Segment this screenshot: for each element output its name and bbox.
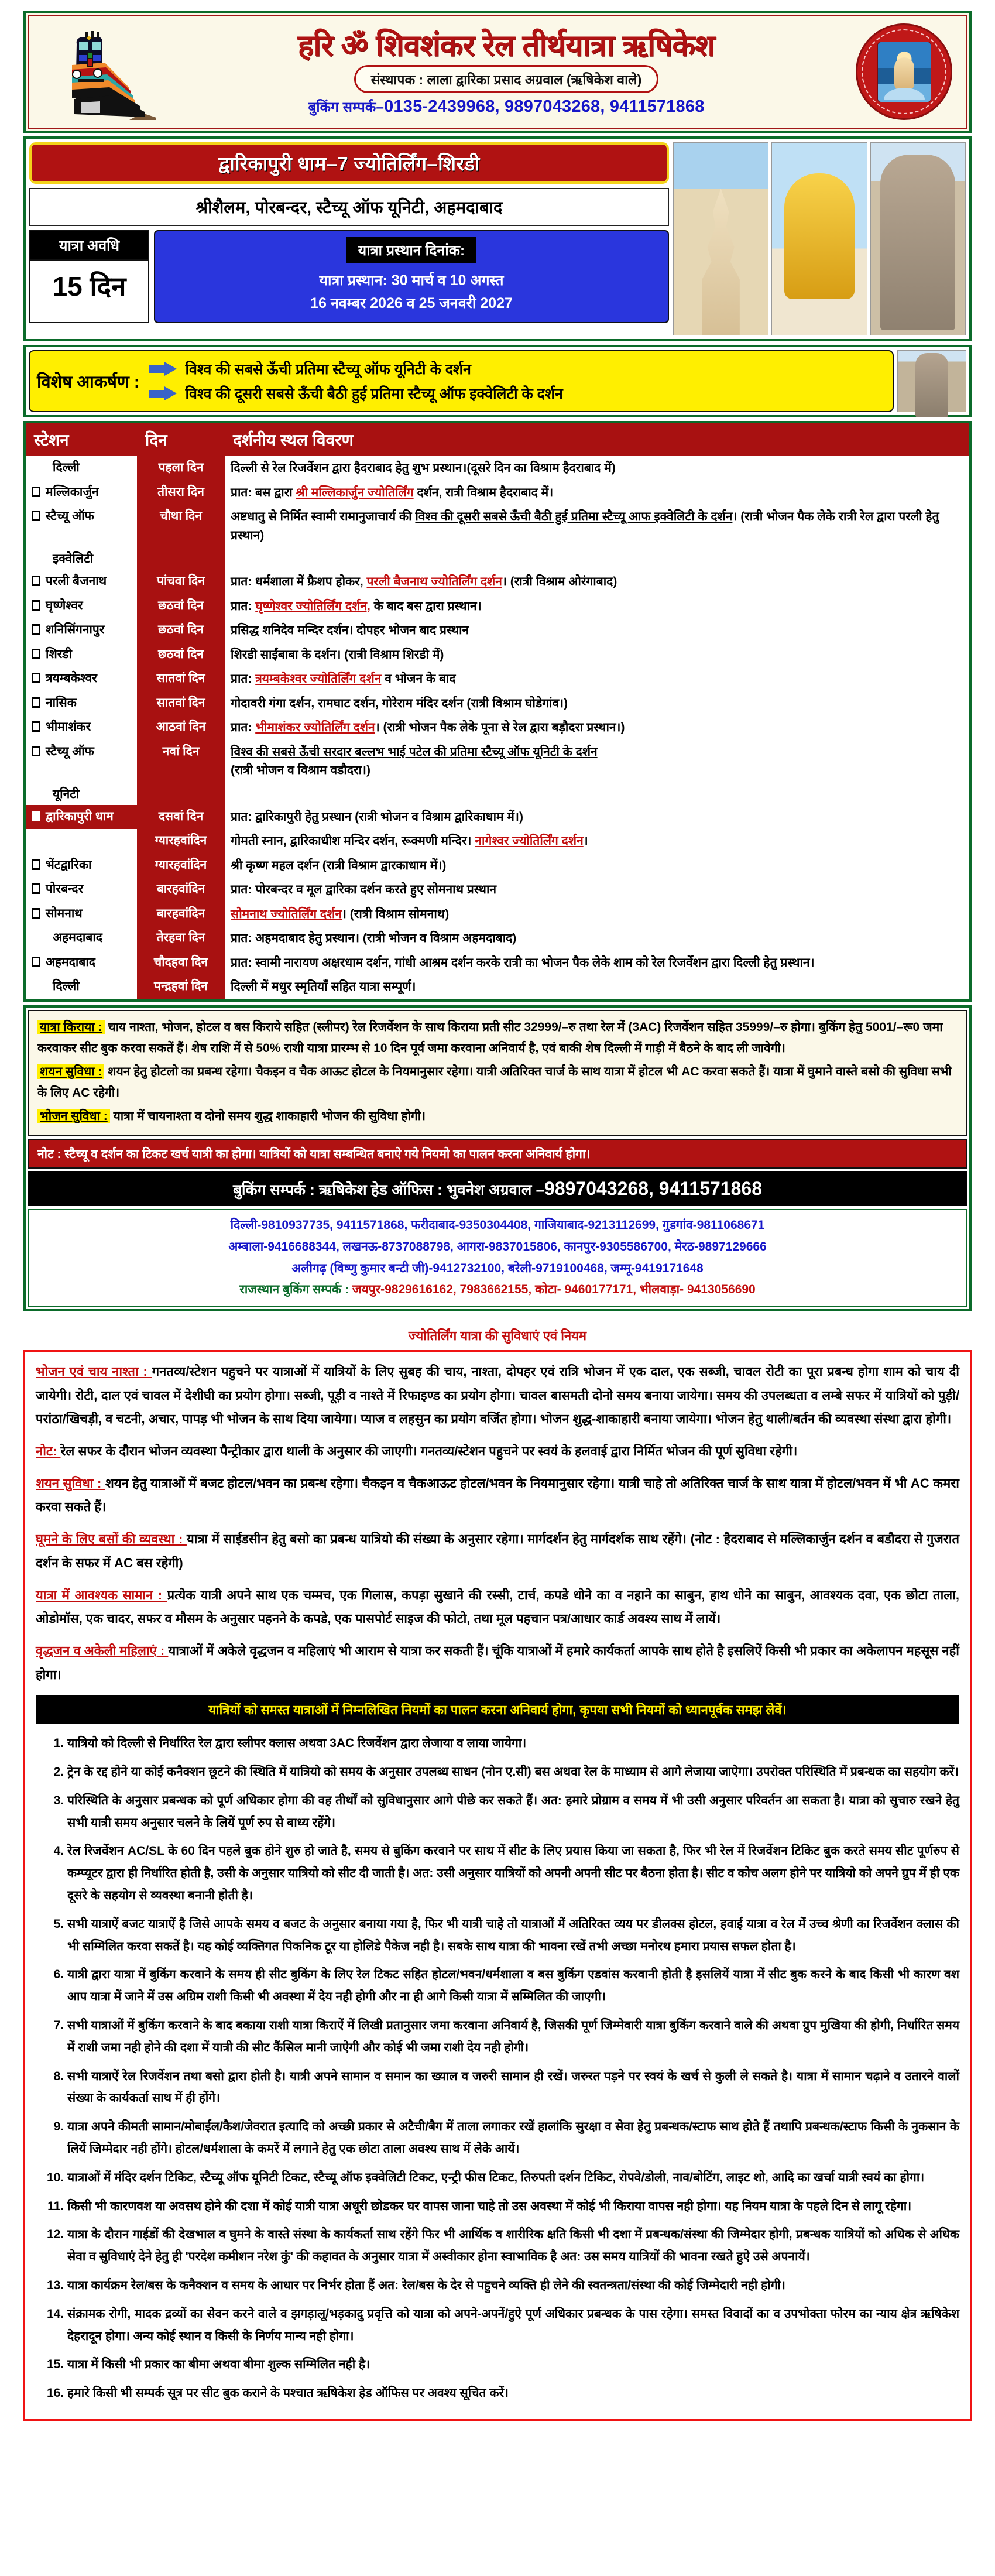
itinerary-station-cell[interactable] — [26, 667, 137, 691]
itinerary-station-cell — [26, 829, 137, 854]
itinerary-description-cell — [225, 667, 969, 691]
head-office-bar — [28, 1171, 967, 1206]
highlight-text: भीमाशंकर ज्योतिर्लिंग दर्शन — [255, 721, 375, 734]
shiva-seal-icon — [850, 23, 958, 120]
duration-box — [29, 230, 149, 323]
sleeping-paragraph — [37, 1061, 958, 1104]
table-row — [26, 902, 969, 927]
checkbox-icon[interactable] — [32, 697, 40, 708]
itinerary-station-label: भीमाशंकर — [46, 720, 91, 734]
itinerary-description-cell — [225, 783, 969, 805]
checkbox-icon[interactable] — [32, 576, 40, 586]
booking-contact-numbers[interactable]: 0135-2439968, 9897043268, 9411571868 — [384, 97, 705, 117]
itinerary-day-cell: नवां दिन — [137, 740, 225, 783]
itinerary-day-cell: पांचवा दिन — [137, 570, 225, 594]
rule-text: गनतव्य/स्टेशन पहुचने पर यात्राओं में यात्रियों के लिए सुबह की चाय, नाश्ता, दोपहर एवं रात्रि भोजन में एक दाल, एक सब्जी, चावल रोटी का पूरा प्रबन्ध होगा शाम को चाय दी जायेगी। रोटी, दाल एवं चावल में देशीघी का प्रयोग होगा। सब्जी, पूड़ी व नाश्ते में रिफाइण्ड का प्रयोग होगा। चावल बासमती दोनो समय बनाया जायेगा। समय की उपलब्धता व लम्बे सफर में यात्रियों को पुड़ी/परांठा/खिचड़ी, व चटनी, अचार, पापड़ भी भोजन के साथ दिया जायेगा। प्याज व लहसुन का प्रयोग वर्जित होगा। भोजन शुद्ध-शाकाहारी बनाया जायेगा। भोजन हेतु थाली/बर्तन की व्यवस्था संस्था द्वारा होगी। — [36, 1364, 959, 1427]
list-item: 9. यात्रा अपने कीमती सामान/मोबाईल/कैश/जेवरात इत्यादि को अच्छी प्रकार से अटैची/बैग में ताला लगाकर रखें हालांकि सुरक्षा व सेवा हेतु प्रबन्धक/स्टाफ साथ होते हैं तथापि प्रबन्धक/स्टाफ किसी के नुकसान के लियें जिम्मेदार नही होंगे। होटल/धर्मशाला के कमरें में लगाने हेतु एक छोटा ताला अवश्य साथ में लेके आयें। — [67, 2116, 959, 2160]
rule-text: यात्रा में साईडसीन हेतु बसो का प्रबन्ध यात्रियो की संख्या के अनुसार रहेगा। मार्गदर्शन हेतु मार्गदर्शक साथ रहेंगे। (नोट : हैदराबाद से मल्लिकार्जुन दर्शन व बडौदरा से गुजरात दर्शन के सफर में AC बस रहेगी) — [36, 1532, 959, 1570]
contacts-line-4[interactable] — [36, 1279, 959, 1301]
itinerary-day-cell: तीसरा दिन — [137, 481, 225, 505]
tour-summary-section — [23, 136, 972, 341]
list-item: 8. सभी यात्राऐं रेल रिजर्वेशन तथा बसो द्वारा होती है। यात्री अपने सामान व समान का ख्याल व जरुरी सामान ही रखें। जरुरत पड़ने पर स्वयं के खर्च से कुली ले सकते है। यात्रा में सामान चढ़ाने व उतारने वालों संख्या के कार्यकर्ता साथ में ही होंगे। — [67, 2065, 959, 2110]
rule-heading: नोट: — [36, 1444, 61, 1459]
itinerary-description-cell — [225, 854, 969, 878]
highlight-text: नागेश्वर ज्योतिर्लिंग दर्शन — [475, 834, 584, 848]
itinerary-description-cell — [225, 951, 969, 975]
highlight-text: त्रयम्बकेश्वर ज्योतिर्लिंग दर्शन — [255, 672, 382, 686]
fare-label: यात्रा किराया : — [37, 1020, 105, 1034]
rules-banner: यात्रियों को समस्त यात्राओं में निम्नलिखित नियमों का पालन करना अनिवार्य होगा, कृपया सभी नियमों को ध्यानपूर्वक समझ लेवें। — [36, 1695, 959, 1724]
attraction-item — [149, 357, 886, 381]
arrow-right-icon — [149, 362, 177, 376]
itinerary-description-cell — [225, 715, 969, 740]
plain-text: अष्टधातु से निर्मित स्वामी रामानुजाचार्य की — [231, 510, 416, 523]
itinerary-description-cell — [225, 878, 969, 902]
header-booking-line — [166, 97, 846, 117]
rules-box — [23, 1350, 972, 2421]
statue-of-equality-photo — [771, 142, 867, 335]
list-item: 12. यात्रा के दौरान गाईडों की देखभाल व घुमने के वास्ते संस्था के कार्यकर्ता साथ रहेंगे फिर भी आर्थिक व शारीरिक क्षति किसी भी दशा में प्रबन्धक/संस्था की जिम्मेदार होगी, प्रबन्धक यात्रियों को अधिक से अधिक सेवा व सुविधाएं देने हेतु ही 'परदेश कमीशन नरेश कुं' की कहावत के अनुसार यात्रा में अस्वीकार होना स्वाभाविक है अत: उस समय यात्रियों की भावना रखते हुऐ उसे अपनायें। — [67, 2224, 959, 2268]
tour-title-band — [29, 142, 669, 184]
fare-paragraph — [37, 1017, 958, 1059]
itinerary-station-label: सोमनाथ — [46, 906, 83, 920]
itinerary-station-cell[interactable] — [26, 481, 137, 505]
itinerary-station-label: नासिक — [46, 696, 77, 710]
table-row — [26, 643, 969, 667]
itinerary-description-cell — [225, 570, 969, 594]
plain-text: । — [583, 834, 588, 848]
underline-text: विश्व की सबसे ऊँची सरदार बल्लभ भाई पटेल की प्रतिमा स्टैच्यू ऑफ यूनिटी के दर्शन — [231, 745, 598, 759]
rule-heading: वृद्धजन व अकेली महिलाएं : — [36, 1643, 169, 1658]
plain-text: प्रात: — [231, 672, 256, 686]
highlight-text: श्री मल्लिकार्जुन ज्योतिर्लिंग — [296, 485, 414, 499]
table-row — [26, 854, 969, 878]
highlight-text: सोमनाथ ज्योतिर्लिंग दर्शन — [231, 907, 342, 921]
checkbox-icon[interactable] — [32, 883, 40, 894]
itinerary-station-cell[interactable] — [26, 805, 137, 830]
plain-text: । (रात्री विश्राम ओरंगाबाद) — [502, 575, 617, 588]
itinerary-station-cell[interactable] — [26, 505, 137, 547]
head-office-numbers[interactable]: 9897043268, 9411571868 — [544, 1178, 762, 1200]
itinerary-day-cell: सातवां दिन — [137, 691, 225, 716]
itinerary-day-cell: ग्यारहवांदिन — [137, 829, 225, 854]
sleeping-text: शयन हेतु होटलो का प्रबन्ध रहेगा। चैकइन व चैक आऊट होटल के नियमानुसार रहेगा। यात्री अतिरिक्त चार्ज के साथ यात्रा में होटल भी AC करवा सकते हैं। यात्रा में घुमाने वास्ते बसो की सुविधा सभी के लिए AC रहेगी। — [37, 1064, 952, 1099]
plain-text: प्रात: पोरबन्दर व मूल द्वारिका दर्शन करते हुए सोमनाथ प्रस्थान — [231, 883, 497, 896]
itinerary-station-cell[interactable] — [26, 951, 137, 975]
table-row — [26, 547, 969, 570]
plain-text: । (रात्री भोजन पैक लेके पूना से रेल द्वारा बड़ौदरा प्रस्थान।) — [375, 721, 625, 734]
table-row — [26, 715, 969, 740]
plain-text: प्रात: धर्मशाला में फ्रैशप होकर, — [231, 575, 367, 588]
arrow-right-icon — [149, 386, 177, 401]
rajasthan-contacts-label: राजस्थान बुकिंग सम्पर्क : — [239, 1283, 349, 1297]
itinerary-day-cell: छठवां दिन — [137, 594, 225, 619]
checkbox-icon[interactable] — [32, 600, 40, 611]
rule-paragraph — [36, 1440, 959, 1464]
rule-text: यात्राओं में अकेले वृद्धजन व महिलाएं भी आराम से यात्रा कर सकती हैं। चूंकि यात्राओं में हमारे कार्यकर्ता आपके साथ होते है इसलिऐं किसी भी प्रकार का अकेलापन महसूस नहीं होगा। — [36, 1643, 959, 1682]
itinerary-station-cell[interactable] — [26, 740, 137, 783]
rule-heading: घूमने के लिए बसों की व्यवस्था : — [36, 1532, 187, 1547]
itinerary-description-cell — [225, 902, 969, 927]
itinerary-station-cell[interactable] — [26, 715, 137, 740]
table-row — [26, 691, 969, 716]
itinerary-station-label: अहमदाबाद — [46, 955, 95, 969]
itinerary-day-cell: ग्यारहवांदिन — [137, 854, 225, 878]
rule-text: प्रत्येक यात्री अपने साथ एक चम्मच, एक गिलास, कपड़ा सुखाने की रस्सी, टार्च, कपडे धोने का व नहाने का साबुन, हाथ धोने का साबुन, आवश्यक दवा, एक छोटा ताला, ओडोमॉस, एक चादर, सफर व मौसम के अनुसार पहनने के कपडे, एक पासपोर्ट साइज की फोटो, तथा मूल पहचान पत्र/आधार कार्ड अवश्य साथ में लायें। — [36, 1587, 960, 1626]
col-header-day: दिन — [137, 423, 225, 456]
plain-text: प्रात: बस द्वारा — [231, 485, 296, 499]
itinerary-day-cell: चौदहवा दिन — [137, 951, 225, 975]
itinerary-station-label: दिल्ली — [53, 461, 80, 474]
duration-label: यात्रा अवधि — [30, 231, 148, 261]
itinerary-station-cell[interactable] — [26, 570, 137, 594]
plain-text: के बाद बस द्वारा प्रस्थान। — [370, 599, 482, 613]
itinerary-station-label: शिरडी — [46, 647, 72, 661]
itinerary-day-cell — [137, 783, 225, 805]
itinerary-station-label: घृष्णेश्वर — [46, 598, 83, 612]
plain-text: प्रात: — [231, 599, 256, 613]
itinerary-day-cell: छठवां दिन — [137, 618, 225, 643]
attraction-item-1-text: विश्व की सबसे ऊँची प्रतिमा स्टैच्यू ऑफ यूनिटी के दर्शन — [185, 361, 471, 378]
itinerary-station-cell — [26, 783, 137, 805]
tour-subtitle: श्रीशैलम, पोरबन्दर, स्टैच्यू ऑफ यूनिटी, अहमदाबाद — [29, 188, 669, 226]
statue-of-unity-thumb-photo — [897, 350, 966, 412]
plain-text: दर्शन, रात्री विश्राम हैदराबाद में। — [413, 485, 554, 499]
head-office-label: बुकिंग सम्पर्क : ऋषिकेश हेड ऑफिस : भुवनेश अग्रवाल – — [233, 1181, 545, 1199]
special-attraction-section — [23, 345, 972, 417]
underline-text: विश्व की दूसरी सबसे ऊँची बैठी हुई प्रतिमा स्टैच्यू आफ इक्वेलिटी के दर्शन — [415, 510, 733, 523]
rule-text: शयन हेतु यात्राओं में बजट होटल/भवन का प्रबन्ध रहेगा। चैकइन व चैकआऊट होटल/भवन के नियमानुसार रहेगा। यात्री चाहे तो अतिरिक्त चार्ज के साथ यात्रा में होटल/भवन में भी AC कमरा करवा सकते हैं। — [36, 1475, 960, 1515]
table-row — [26, 505, 969, 547]
itinerary-station-cell[interactable] — [26, 643, 137, 667]
itinerary-description-cell — [225, 505, 969, 547]
highlight-text: परली बैजनाथ ज्योतिर्लिंग दर्शन — [366, 575, 502, 588]
booking-contact-label: बुकिंग सम्पर्क– — [308, 100, 385, 116]
checkbox-icon[interactable] — [32, 511, 40, 521]
checkbox-icon[interactable] — [32, 721, 40, 732]
table-row — [26, 829, 969, 854]
plain-text: (रात्री भोजन व विश्राम वडौदरा।) — [231, 763, 370, 777]
itinerary-description-cell — [225, 547, 969, 570]
contacts-line-1[interactable]: दिल्ली-9810937735, 9411571868, फरीदाबाद-9350304408, गाजियाबाद-9213112699, गुडगांव-9811068671 — [230, 1218, 765, 1232]
statue-of-unity-photo — [870, 142, 966, 335]
itinerary-station-label: दिल्ली — [53, 979, 80, 993]
page-title: हरि ॐ शिवशंकर रेल तीर्थयात्रा ऋषिकेश — [297, 28, 715, 62]
itinerary-description-cell — [225, 740, 969, 783]
table-row — [26, 975, 969, 999]
table-row — [26, 667, 969, 691]
col-header-description: दर्शनीय स्थल विवरण — [225, 423, 969, 456]
plain-text: प्रात: — [231, 721, 256, 734]
checkbox-icon[interactable] — [32, 487, 40, 497]
attraction-item — [149, 381, 886, 406]
food-paragraph — [37, 1106, 958, 1127]
checkbox-icon[interactable] — [32, 859, 40, 870]
itinerary-station-label: इक्वेलिटी — [53, 552, 94, 566]
itinerary-description-cell — [225, 481, 969, 505]
plain-text: दिल्ली में मधुर स्मृतियाँ सहित यात्रा सम्पूर्ण। — [231, 980, 416, 994]
plain-text: प्रसिद्ध शनिदेव मन्दिर दर्शन। दोपहर भोजन बाद प्रस्थान — [231, 624, 469, 637]
rajasthan-contacts-text[interactable]: जयपुर-9829616162, 7983662155, कोटा- 9460177171, भीलवाड़ा- 9413056690 — [352, 1283, 756, 1297]
itinerary-description-cell — [225, 618, 969, 643]
itinerary-station-label: शनिसिंगनापुर — [46, 623, 105, 636]
itinerary-station-label: परली बैजनाथ — [46, 574, 107, 588]
itinerary-station-cell — [26, 975, 137, 999]
list-item: 15. यात्रा में किसी भी प्रकार का बीमा अथवा बीमा शुल्क सम्मिलित नही है। — [67, 2354, 959, 2376]
fare-text: चाय नाश्ता, भोजन, होटल व बस किराये सहित (स्लीपर) रेल रिजर्वेशन के साथ किराया प्रती सीट 32999/–रु तथा रेल में (3AC) रिजर्वेशन सहित 35999/–रु होगा। बुकिंग हेतु 5001/–रू0 जमा करवाकर सीट बुक करवा सकतें हैं। शेष राशि में से 50% राशी यात्रा प्रारम्भ से 10 दिन पूर्व जमा करवाना अनिवार्य है, एवं बाकी शेष दिल्ली में गाड़ी में बैठने के बाद ली जावेगी। — [37, 1020, 943, 1055]
itinerary-day-cell: दसवां दिन — [137, 805, 225, 830]
tour-photo-strip — [673, 142, 966, 335]
itinerary-header-row — [26, 423, 969, 456]
table-row — [26, 456, 969, 481]
plain-text: शिरडी साईंबाबा के दर्शन। (रात्री विश्राम शिरडी में) — [231, 648, 444, 662]
rule-heading: यात्रा में आवश्यक सामान : — [36, 1587, 167, 1602]
duration-value: 15 दिन — [52, 271, 126, 302]
food-label: भोजन सुविधा : — [37, 1109, 110, 1123]
itinerary-description-cell — [225, 456, 969, 481]
checkbox-icon[interactable] — [32, 649, 40, 659]
tour-title: द्वारिकापुरी धाम–7 ज्योतिर्लिंग–शिरडी — [218, 153, 480, 174]
regional-contacts-box — [28, 1209, 967, 1307]
itinerary-day-cell: बारहवांदिन — [137, 902, 225, 927]
itinerary-description-cell — [225, 805, 969, 830]
itinerary-station-cell[interactable] — [26, 691, 137, 716]
itinerary-day-cell: आठवां दिन — [137, 715, 225, 740]
plain-text: । (रात्री भोजन पैक लेके रात्री रेल द्वारा परली हेतु प्रस्थान) — [231, 510, 939, 542]
col-header-station: स्टेशन — [26, 423, 137, 456]
departure-dates-label: यात्रा प्रस्थान दिनांक: — [346, 237, 477, 263]
rule-paragraph — [36, 1584, 959, 1631]
itinerary-station-label: स्टैच्यू ऑफ — [46, 509, 94, 523]
list-item: 2. ट्रेन के रद्द होने या कोई कनैक्शन छूटने की स्थिति में यात्रियो को समय के अनुसार उपलब्ध साधन (नोन ए.सी) बस अथवा रेल के माध्याम से आगे लेजाया जाऐगा। उपरोक्त परिस्थिति में प्रबन्धक का सहयोग करें। — [67, 1761, 959, 1783]
plain-text: । (रात्री विश्राम सोमनाथ) — [342, 907, 450, 921]
itinerary-description-cell — [225, 975, 969, 999]
table-row — [26, 951, 969, 975]
table-row — [26, 926, 969, 951]
contacts-line-3[interactable]: अलीगढ़ (विष्णु कुमार बन्टी जी)-9412732100, बरेली-9719100468, जम्मू-9419171648 — [291, 1261, 704, 1275]
table-row — [26, 740, 969, 783]
rule-heading: भोजन एवं चाय नाश्ता : — [36, 1364, 152, 1379]
plain-text: प्रात: अहमदाबाद हेतु प्रस्थान। (रात्री भोजन व विश्राम अहमदाबाद) — [231, 931, 517, 945]
itinerary-day-cell — [137, 547, 225, 570]
itinerary-station-label: द्वारिकापुरी धाम — [46, 809, 114, 823]
checkbox-icon[interactable] — [32, 624, 40, 635]
rule-paragraph — [36, 1639, 959, 1687]
table-row — [26, 618, 969, 643]
fare-note-bar: नोट : स्टैच्यू व दर्शन का टिकट खर्च यात्री का होगा। यात्रियों को यात्रा सम्बन्धित बनाऐ गये नियमो का पालन करना अनिवार्य होगा। — [28, 1139, 967, 1169]
itinerary-day-cell: पहला दिन — [137, 456, 225, 481]
itinerary-description-cell — [225, 926, 969, 951]
attraction-item-2-text: विश्व की दूसरी सबसे ऊँची बैठी हुई प्रतिमा स्टैच्यू ऑफ इक्वेलिटी के दर्शन — [185, 386, 563, 402]
table-row — [26, 594, 969, 619]
itinerary-day-cell: तेरहवा दिन — [137, 926, 225, 951]
plain-text: गोमती स्नान, द्वारिकाधीश मन्दिर दर्शन, रूक्मणी मन्दिर। — [231, 834, 475, 848]
checkbox-icon[interactable] — [32, 746, 40, 756]
departure-date-line-1: यात्रा प्रस्थान: 30 मार्च व 10 अगस्त — [319, 272, 504, 289]
plain-text: श्री कृष्ण महल दर्शन (रात्री विश्राम द्वारकाधाम में।) — [231, 858, 447, 872]
train-icon — [37, 20, 163, 123]
itinerary-description-cell — [225, 643, 969, 667]
departure-date-line-2: 16 नवम्बर 2026 व 25 जनवरी 2027 — [310, 294, 513, 311]
itinerary-station-label: भेंटद्वारिका — [46, 858, 92, 872]
list-item: 10. यात्राओं में मंदिर दर्शन टिकिट, स्टैच्यू ऑफ यूनिटी टिकट, स्टैच्यू ऑफ इक्वेलिटी टिकट, एन्ट्री फीस टिकट, तिरुपती दर्शन टिकिट, रोपवे/डोली, नाव/बोटिंग, लाइट शो, आदि का खर्चा यात्री स्वयं का होगा। — [67, 2167, 959, 2189]
itinerary-station-label: यूनिटी — [53, 787, 80, 801]
table-row — [26, 878, 969, 902]
itinerary-station-cell — [26, 926, 137, 951]
rule-heading: शयन सुविधा : — [36, 1475, 105, 1491]
table-row — [26, 481, 969, 505]
itinerary-station-label: अहमदाबाद — [53, 931, 102, 944]
plain-text: प्रात: द्वारिकापुरी हेतु प्रस्थान (रात्री भोजन व विश्राम द्वारिकाधाम में।) — [231, 810, 523, 824]
itinerary-station-cell[interactable] — [26, 618, 137, 643]
itinerary-station-cell[interactable] — [26, 854, 137, 878]
checkbox-icon[interactable] — [32, 908, 40, 919]
itinerary-station-label: पोरबन्दर — [46, 882, 84, 896]
list-item: 3. परिस्थिति के अनुसार प्रबन्धक को पूर्ण अधिकार होगा की वह तीर्थों को सुविधानुसार आगे पीछे कर सकते हैं। अत: हमारे प्रोग्राम व समय में भी उसी अनुसार परिवर्तन आ सकता है। यात्रा को सुचारु रखने हेतु सभी यात्री समय अनुसार चलने के लियें पूर्ण रुप से बाध्य रहेंगे। — [67, 1790, 959, 1834]
itinerary-section — [23, 421, 972, 1002]
plain-text: प्रात: स्वामी नारायण अक्षरधाम दर्शन, गांधी आश्रम दर्शन करके रात्री का भोजन पैक लेके शाम को रेल रिजर्वेशन द्वारा दिल्ली हेतु प्रस्थान। — [231, 955, 815, 970]
itinerary-station-cell — [26, 456, 137, 481]
itinerary-station-label: मल्लिकार्जुन — [46, 485, 99, 499]
itinerary-station-cell[interactable] — [26, 594, 137, 619]
list-item: 13. यात्रा कार्यक्रम रेल/बस के कनैक्शन व समय के आधार पर निर्भर होता हैं अत: रेल/बस के देर से पहुचने व्यक्ति ही लेने की स्वतन्त्रता/संस्था की कोई जिम्मेदारी नही होगी। — [67, 2274, 959, 2297]
food-text: यात्रा में चायनाश्ता व दोनो समय शुद्ध शाकाहारी भोजन की सुविधा होगी। — [113, 1109, 426, 1123]
plain-text: व भोजन के बाद — [381, 672, 456, 686]
itinerary-station-label: स्टैच्यू ऑफ — [46, 744, 94, 758]
itinerary-station-label: त्रयम्बकेश्वर — [46, 672, 97, 685]
list-item: 14. संक्रामक रोगी, मादक द्रव्यों का सेवन करने वाले व झगड़ालू/भड़कादु प्रवृत्ति को यात्रा को अपने-अपनें/हुऐ पूर्ण अधिकार प्रबन्धक के पास रहेगा। समस्त विवादों का व उपभोक्ता फोरम का न्याय क्षेत्र ऋषिकेश देहरादून होगा। अन्य कोई स्थान व किसी के निर्णय मान्य नही होगा। — [67, 2303, 959, 2348]
list-item: 6. यात्री द्वारा यात्रा में बुकिंग करवाने के समय ही सीट बुकिंग के लिए रेल टिकट सहित होटल/भवन/धर्मशाला व बस बुकिंग एडवांस करवानी होती है इसलियें यात्रा में सीट बुक करने के बाद किसी भी कारण वश आप यात्रा में जाने में उस अग्रिम राशी किसी भी अवस्था में देय नही होगी और ना ही आगे किसी यात्रा में सम्मिलित की जाएगी। — [67, 1964, 959, 2008]
contacts-line-2[interactable]: अम्बाला-9416688344, लखनऊ-8737088798, आगरा-9837015806, कानपुर-9305586700, मेरठ-9897129666 — [228, 1239, 767, 1253]
plain-text: गोदावरी गंगा दर्शन, रामघाट दर्शन, गोरेराम मंदिर दर्शन (रात्री विश्राम घोडेगांव।) — [231, 696, 568, 710]
list-item: 16. हमारे किसी भी सम्पर्क सूत्र पर सीट बुक कराने के पश्चात ऋषिकेश हेड ऑफिस पर अवश्य सूचित करें। — [67, 2382, 959, 2404]
itinerary-station-cell — [26, 547, 137, 570]
departure-dates-box — [154, 230, 669, 323]
rule-paragraph — [36, 1360, 959, 1431]
itinerary-day-cell: छठवां दिन — [137, 643, 225, 667]
checkbox-icon[interactable] — [32, 811, 40, 821]
itinerary-station-cell[interactable] — [26, 902, 137, 927]
checkbox-icon[interactable] — [32, 957, 40, 967]
rule-text: रेल सफर के दौरान भोजन व्यवस्था पैन्ट्रीकार द्वारा थाली के अनुसार की जाएगी। गनतव्य/स्टेशन पहुचने पर स्वयं के हलवाई द्वारा निर्मित भोजन की पूर्ण सुविधा रहेगी। — [60, 1444, 798, 1459]
rule-paragraph — [36, 1527, 959, 1575]
itinerary-day-cell: पन्द्रहवां दिन — [137, 975, 225, 999]
table-row — [26, 805, 969, 830]
itinerary-station-cell[interactable] — [26, 878, 137, 902]
list-item: 4. रेल रिजर्वेशन AC/SL के 60 दिन पहले बुक होने शुरु हो जाते है, समय से बुकिंग करवाने पर साथ में सीट के लिए प्रयास किया जा सकता है, फिर भी रेल में रिजर्वेशन टिकिट बुक करते समय सीट पूर्णरुप से कम्प्यूटर द्वारा ही निर्धारित होती है, उसी के अनुसार यात्रियो को सीट दी जाती है। अत: उसी अनुसार यात्रियों को अपनी अपनी सीट पर बैठना होता है। सीट व कोच अलग होने पर यात्रियो को अपने ग्रुप में ही एक दूसरे के सहयोग से व्यवस्था बनानी होती है। — [67, 1840, 959, 1906]
list-item: 1. यात्रियो को दिल्ली से निर्धारित रेल द्वारा स्लीपर क्लास अथवा 3AC रिजर्वेशन द्वारा लेजाया व लाया जायेगा। — [67, 1732, 959, 1755]
special-attraction-label: विशेष आकर्षण : — [37, 372, 140, 392]
table-row — [26, 570, 969, 594]
list-item: 5. सभी यात्राऐं बजट यात्राऐं है जिसे आपके समय व बजट के अनुसार बनाया गया है, फिर भी यात्री चाहे तो यात्राओं में अतिरिक्त व्यय पर डीलक्स होटल, हवाई यात्रा व रेल में उच्च श्रेणी का रिजर्वेशन क्लास की भी सम्मिलित करवा सकतें है। यह कोई व्यक्तिगत पिकनिक टूर या होलिडे पैकेज नही है। सबके साथ यात्रा की भावना रखें तभी अच्छा मनोरथ हमारा प्रयास सफल होता है। — [67, 1913, 959, 1958]
sleeping-label: शयन सुविधा : — [37, 1064, 104, 1079]
plain-text: दिल्ली से रेल रिजर्वेशन द्वारा हैदराबाद हेतु शुभ प्रस्थान।(दूसरे दिन का विश्राम हैदराबाद में) — [231, 461, 616, 475]
list-item: 11. किसी भी कारणवश या अवसथ होने की दशा में कोई यात्री यात्रा अधूरी छोडकर घर वापस जाना चाहे तो उस अवस्था में कोई भी किराया वापस नही होगा। यह नियम यात्रा के पहले दिन से लागू रहेगा। — [67, 2195, 959, 2218]
table-row — [26, 783, 969, 805]
itinerary-table — [26, 423, 969, 999]
fare-section — [23, 1005, 972, 1312]
rules-section-title: ज्योतिर्लिंग यात्रा की सुविधाएं एवं नियम — [408, 1328, 587, 1344]
numbered-rules-list — [36, 1732, 959, 2404]
itinerary-day-cell: बारहवांदिन — [137, 878, 225, 902]
highlight-text: घृष्णेश्वर ज्योतिर्लिंग दर्शन, — [255, 599, 370, 613]
itinerary-day-cell: चौथा दिन — [137, 505, 225, 547]
itinerary-description-cell — [225, 691, 969, 716]
dwarkadhish-temple-photo — [673, 142, 768, 335]
founder-text: संस्थापक : लाला द्वारिका प्रसाद अग्रवाल (ऋषिकेश वाले) — [354, 65, 659, 93]
itinerary-description-cell — [225, 594, 969, 619]
checkbox-icon[interactable] — [32, 673, 40, 683]
list-item: 7. सभी यात्राओं में बुकिंग करवाने के बाद बकाया राशी यात्रा किराऐं में लिखी प्रतानुसार जमा करवाना अनिवार्य है, जिसकी पूर्ण जिम्मेवारी यात्रा बुकिंग करवाने वाले की अथवा ग्रुप मुखिया की होगी, निर्धारित समय में राशी जमा नही होने की दशा में यात्री की सीट कैंसिल मानी जाऐगी और कोई भी जमा राशी देय नही होगी। — [67, 2015, 959, 2059]
rule-paragraph — [36, 1472, 959, 1519]
itinerary-day-cell: सातवां दिन — [137, 667, 225, 691]
header-banner — [23, 11, 972, 133]
itinerary-description-cell — [225, 829, 969, 854]
